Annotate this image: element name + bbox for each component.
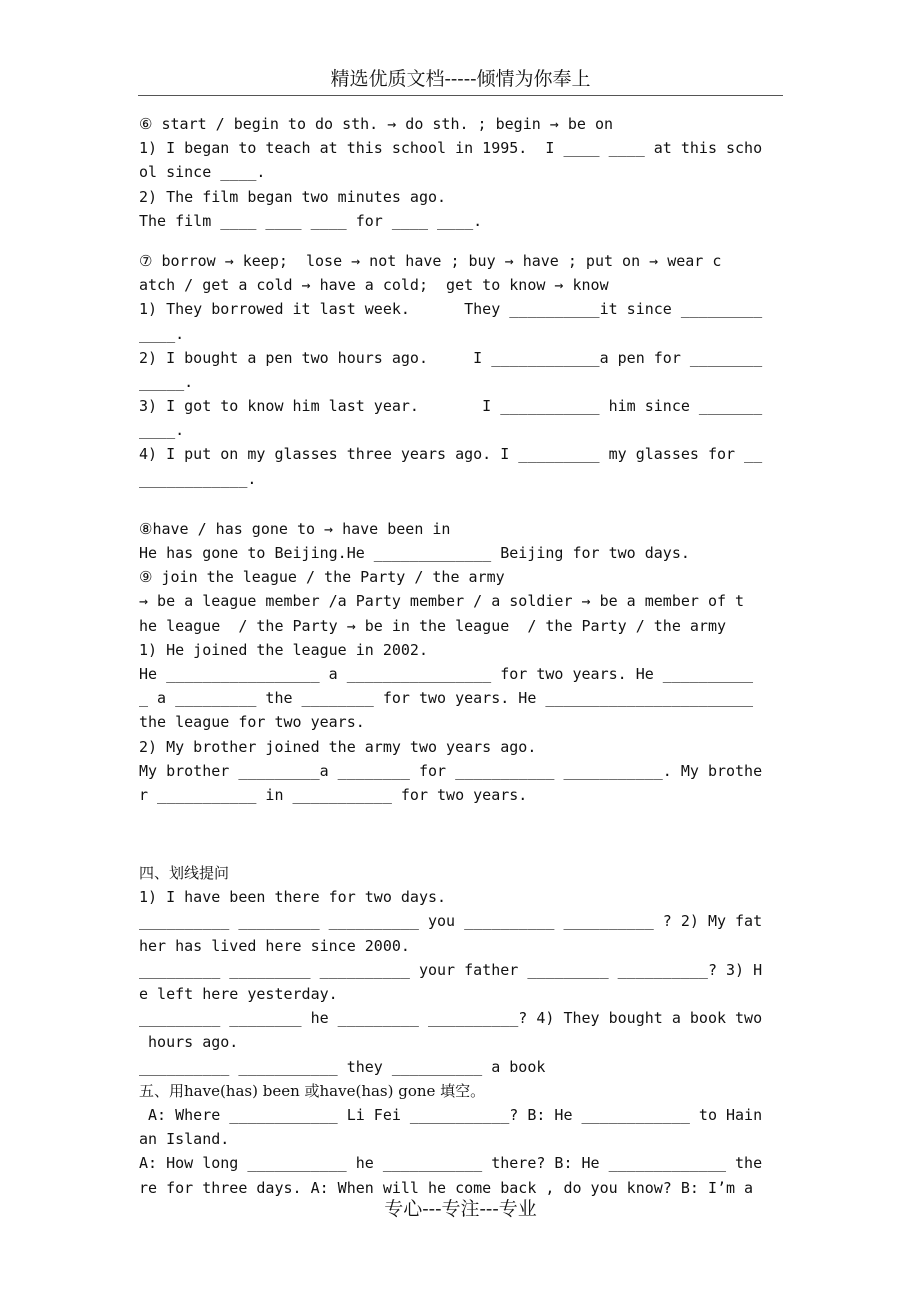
text-line: He _________________ a ________________ for two years. He __________ [139, 664, 754, 683]
section-5-heading: 五、用have(has) been 或have(has) gone 填空。 [139, 1081, 486, 1100]
text-line: A: Where ____________ Li Fei ___________? B: He ____________ to Hain [139, 1105, 763, 1124]
section-9-rule: he league / the Party → be in the league / the Party / the army [139, 616, 726, 635]
spacer [139, 233, 784, 249]
text-line: A: How long ___________ he ___________ there? B: He _____________ the [139, 1154, 763, 1173]
text-line: 2) I bought a pen two hours ago. I ____________a pen for ________ [139, 348, 763, 367]
text-line: _ a _________ the ________ for two years. He _______________________ [139, 689, 754, 708]
spacer [139, 807, 784, 834]
text-line: My brother _________a ________ for ___________ ___________. My brothe [139, 761, 763, 780]
text-line: hours ago. [139, 1033, 239, 1052]
section-9-rule: ⑨ join the league / the Party / the army [139, 568, 505, 587]
text-line: the league for two years. [139, 713, 365, 732]
exercise-body [139, 112, 784, 1200]
text-line: ____. [139, 324, 185, 343]
text-line: The film ____ ____ ____ for ____ ____. [139, 211, 483, 230]
section-7-rule: atch / get a cold → have a cold; get to know → know [139, 276, 609, 295]
text-line: e left here yesterday. [139, 985, 338, 1003]
text-line: re for three days. A: When will he come back , do you know? B: I’m a [139, 1178, 754, 1197]
header-divider [138, 95, 783, 96]
text-line: 1) He joined the league in 2002. [139, 640, 428, 659]
text-line: __________ _________ __________ you __________ __________ ? 2) My fat [139, 912, 763, 931]
spacer [139, 491, 784, 517]
text-line: an Island. [139, 1130, 230, 1149]
text-line: 1) They borrowed it last week. They __________it since _________ [139, 300, 763, 319]
section-4-heading: 四、划线提问 [139, 864, 230, 883]
page-header: 精选优质文档-----倾情为你奉上 [330, 68, 591, 90]
text-line: __________ ___________ they __________ a book [139, 1057, 546, 1076]
text-line: 4) I put on my glasses three years ago. I _________ my glasses for __ [139, 445, 763, 464]
text-line: He has gone to Beijing.He _____________ Beijing for two days. [139, 544, 690, 562]
text-line: 1) I have been there for two days. [139, 888, 447, 907]
section-9-rule: → be a league member /a Party member / a soldier → be a member of t [139, 592, 745, 611]
text-line: r ___________ in ___________ for two years. [139, 785, 528, 804]
text-line: her has lived here since 2000. [139, 936, 410, 955]
text-line: ____. [139, 421, 185, 440]
text-line: 3) I got to know him last year. I ___________ him since _______ [139, 397, 763, 416]
text-line: 1) I began to teach at this school in 1995. I ____ ____ at this scho [139, 139, 763, 158]
text-line: ol since ____. [139, 163, 266, 182]
spacer [139, 834, 784, 861]
text-line: 2) My brother joined the army two years ago. [139, 737, 537, 756]
text-line: _____. [139, 372, 194, 391]
text-line: 2) The film began two minutes ago. [139, 187, 447, 206]
page-footer: 专心---专注---专业 [384, 1198, 537, 1220]
section-8-rule: ⑧have / has gone to → have been in [139, 519, 451, 538]
text-line: ____________. [139, 469, 257, 488]
text-line: _________ _________ __________ your father _________ __________? 3) H [139, 960, 763, 979]
text-line: _________ ________ he _________ __________? 4) They bought a book two [139, 1009, 763, 1028]
section-6-rule: ⑥ start / begin to do sth. → do sth. ; begin → be on [139, 115, 614, 133]
section-7-rule: ⑦ borrow → keep; lose → not have ; buy → have ; put on → wear c [139, 251, 722, 270]
